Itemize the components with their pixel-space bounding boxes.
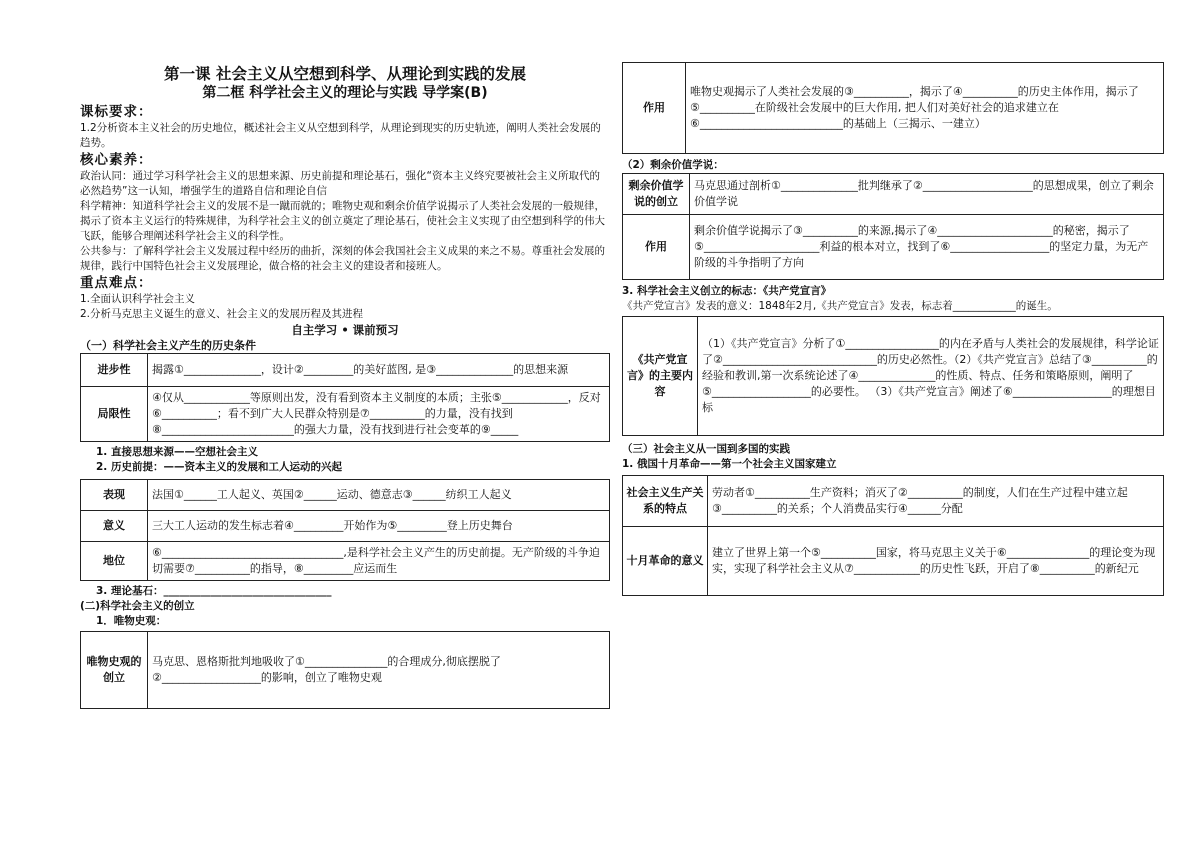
part3-table xyxy=(622,475,1164,596)
zhongdian-item: 2.分析马克思主义诞生的意义、社会主义的发展历程及其进程 xyxy=(80,308,364,320)
row-text: 揭露①______________，设计②_________的美好蓝图, 是③______________的思想来源 xyxy=(148,354,610,387)
zhongdian-heading: 重点难点： xyxy=(80,275,153,291)
row-label: 地位 xyxy=(81,542,148,581)
part1-table2 xyxy=(80,479,610,581)
row-text: 劳动者①__________生产资料；消灭了②__________的制度，人们在生产过程中建立起③__________的关系；个人消费品实行④______分配 xyxy=(708,476,1164,527)
part1-heading: （一）科学社会主义产生的历史条件 xyxy=(80,339,256,352)
table-row xyxy=(81,511,610,542)
hexin-item: 政治认同：通过学习科学社会主义的思想来源、历史前提和理论基石，强化“资本主义终究要被社会主义所取代的必然趋势”这一认知，增强学生的道路自信和理论自信 xyxy=(80,170,600,197)
table-row xyxy=(81,354,610,387)
zizhu-heading: 自主学习 • 课前预习 xyxy=(291,323,399,337)
row-text: 建立了世界上第一个⑤__________国家，将马克思主义关于⑥_______________的理论变为现实，实现了科学社会主义从⑦____________的历史性飞跃，开启了⑧__________的新纪元 xyxy=(708,527,1164,596)
part2-table2 xyxy=(622,173,1164,280)
row-label: 表现 xyxy=(81,480,148,511)
section-title: 第二框 科学社会主义的理论与实践 导学案(B) xyxy=(202,85,488,101)
table-row xyxy=(623,317,1164,436)
left-column xyxy=(80,64,610,709)
item1: 1. 直接思想来源——空想社会主义 xyxy=(96,446,258,458)
part2-sub2: （2）剩余价值学说： xyxy=(622,159,724,171)
part2-sub1: 1．唯物史观： xyxy=(96,615,167,627)
row-label: 局限性 xyxy=(81,387,148,442)
row-label: 意义 xyxy=(81,511,148,542)
item3: 3. 理论基石：________________________________ xyxy=(96,585,332,597)
part1-table xyxy=(80,353,610,442)
table-row xyxy=(623,63,1164,154)
table-row xyxy=(623,527,1164,596)
row-text: 法国①______工人起义、英国②______运动、德意志③______纺织工人起义 xyxy=(148,480,610,511)
part2-table-left xyxy=(80,631,610,709)
row-label: 十月革命的意义 xyxy=(623,527,708,596)
row-label: 进步性 xyxy=(81,354,148,387)
row-label: 唯物史观的创立 xyxy=(81,632,148,709)
table-row xyxy=(81,387,610,442)
table-row xyxy=(623,174,1164,215)
row-text: 马克思通过剖析①______________批判继承了②____________________的思想成果，创立了剩余价值学说 xyxy=(690,174,1164,215)
zhongdian-item: 1.全面认识科学社会主义 xyxy=(80,293,196,305)
table-row xyxy=(623,476,1164,527)
part3-heading: （三）社会主义从一国到多国的实践 xyxy=(622,443,790,455)
lesson-title: 第一课 社会主义从空想到科学、从理论到实践的发展 xyxy=(164,65,526,83)
row-text: 三大工人运动的发生标志着④_________开始作为⑤_________登上历史舞台 xyxy=(148,511,610,542)
row-label: 社会主义生产关系的特点 xyxy=(623,476,708,527)
row-text: 唯物史观揭示了人类社会发展的③__________，揭示了④__________的历史主体作用，揭示了⑤__________在阶级社会发展中的巨大作用, 把人们对美好社会的追求建立在⑥__________________________的基础上（三揭示、一建立） xyxy=(686,63,1164,154)
part2-table3 xyxy=(622,316,1164,436)
table-row xyxy=(81,542,610,581)
row-text: ⑥_________________________________,是科学社会主义产生的历史前提。无产阶级的斗争迫切需要⑦__________的指导，⑧_________应运而生 xyxy=(148,542,610,581)
part2-heading: (二)科学社会主义的创立 xyxy=(80,600,195,612)
row-text: ④仅从____________等原则出发，没有看到资本主义制度的本质；主张⑤____________，反对⑥__________；看不到广大人民群众特别是⑦__________的力量，没有找到⑧________________________的强大力量，没有找到进行社会变革的⑨_____ xyxy=(148,387,610,442)
row-label: 剩余价值学说的创立 xyxy=(623,174,690,215)
part2-table-right xyxy=(622,62,1164,154)
hexin-item: 公共参与：了解科学社会主义发展过程中经历的曲折，深刻的体会我国社会主义成果的来之不易。尊重社会发展的规律，践行中国特色社会主义发展理论，做合格的社会主义的建设者和接班人。 xyxy=(80,245,605,272)
right-column xyxy=(622,62,1164,596)
row-label: 作用 xyxy=(623,63,686,154)
row-text: 剩余价值学说揭示了③__________的来源,揭示了④_____________________的秘密，揭示了⑤_____________________利益的根本对立，找到了⑥__________________的坚定力量，为无产阶级的斗争指明了方向 xyxy=(690,215,1164,280)
part3-sub1: 1. 俄国十月革命——第一个社会主义国家建立 xyxy=(622,458,837,470)
table-row xyxy=(623,215,1164,280)
row-label: 作用 xyxy=(623,215,690,280)
hexin-heading: 核心素养： xyxy=(80,152,153,168)
table-row xyxy=(81,480,610,511)
row-text: （1）《共产党宣言》分析了①_________________的内在矛盾与人类社会的发展规律，科学论证了②____________________________的历史必然性。（2）《共产党宣言》总结了③__________的经验和教训,第一次系统论述了④______________的性质、特点、任务和策略原则，阐明了⑤__________________的必要性。 （3）《共产党宣言》阐述了⑥__________________的理想目标 xyxy=(698,317,1164,436)
item2: 2. 历史前提：——资本主义的发展和工人运动的兴起 xyxy=(96,461,342,473)
kebiao-text: 1.2分析资本主义社会的历史地位，概述社会主义从空想到科学，从理论到现实的历史轨迹，阐明人类社会发展的趋势。 xyxy=(80,122,601,149)
row-label: 《共产党宣言》的主要内容 xyxy=(623,317,698,436)
part2-sub3: 3. 科学社会主义创立的标志：《共产党宣言》 xyxy=(622,285,832,297)
row-text: 马克思、恩格斯批判地吸收了①_______________的合理成分,彻底摆脱了②__________________的影响，创立了唯物史观 xyxy=(148,632,610,709)
kebiao-heading: 课标要求： xyxy=(80,104,153,120)
table-row xyxy=(81,632,610,709)
hexin-item: 科学精神：知道科学社会主义的发展不是一蹴而就的；唯物史观和剩余价值学说揭示了人类社会发展的一般规律，揭示了资本主义运行的特殊规律，为科学社会主义的创立奠定了理论基石，使社会主义实现了由空想到科学的伟大飞跃，能够合理阐述科学社会主义的科学性。 xyxy=(80,200,605,242)
part2-sub3b: 《共产党宣言》发表的意义：1848年2月,《共产党宣言》发表，标志着____________的诞生。 xyxy=(622,300,1058,312)
